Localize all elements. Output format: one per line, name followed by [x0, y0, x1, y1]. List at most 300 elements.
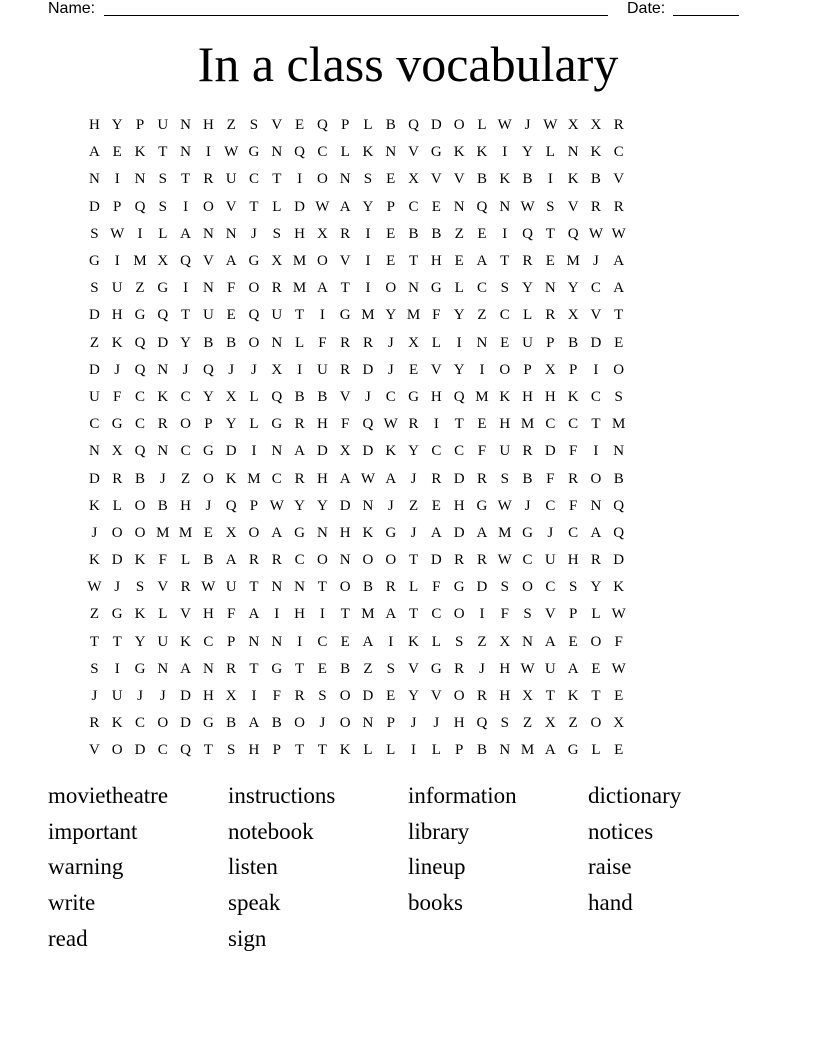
- grid-letter: W: [543, 117, 558, 134]
- grid-letter: M: [292, 253, 307, 270]
- grid-letter: B: [476, 742, 487, 759]
- grid-letter: I: [114, 253, 120, 270]
- grid-letter: W: [588, 225, 604, 242]
- grid-letter: V: [180, 606, 191, 623]
- grid-letter: O: [248, 524, 260, 541]
- grid-letter: D: [180, 688, 191, 705]
- grid-letter: P: [546, 334, 555, 351]
- grid-letter: D: [88, 470, 100, 487]
- grid-letter: O: [590, 633, 602, 650]
- word-list: [48, 780, 768, 958]
- grid-letter: G: [567, 742, 579, 759]
- grid-letter: R: [340, 225, 351, 242]
- grid-letter: V: [544, 606, 556, 623]
- grid-letter: I: [502, 144, 508, 161]
- grid-letter: Q: [453, 388, 465, 405]
- grid-letter: E: [386, 253, 396, 270]
- grid-letter: T: [158, 144, 168, 161]
- grid-letter: H: [522, 388, 533, 405]
- grid-letter: I: [547, 171, 553, 188]
- grid-letter: A: [385, 606, 397, 623]
- grid-letter: Z: [89, 606, 99, 623]
- grid-letter: P: [568, 606, 578, 623]
- grid-letter: J: [319, 715, 326, 732]
- grid-letter: L: [591, 742, 601, 759]
- grid-letter: T: [294, 307, 305, 324]
- grid-letter: E: [431, 497, 441, 514]
- grid-letter: V: [430, 361, 442, 378]
- grid-letter: X: [522, 688, 533, 705]
- grid-letter: T: [317, 579, 327, 596]
- grid-letter: K: [134, 606, 146, 623]
- grid-letter: A: [271, 524, 283, 541]
- grid-letter: D: [453, 470, 465, 487]
- grid-letter: Y: [134, 633, 146, 650]
- grid-letter: G: [248, 253, 260, 270]
- grid-letter: S: [90, 225, 99, 242]
- date-label: Date:: [627, 0, 666, 17]
- grid-letter: S: [318, 688, 327, 705]
- grid-row: [83, 629, 630, 656]
- grid-letter: V: [339, 253, 351, 270]
- grid-letter: H: [180, 497, 191, 514]
- grid-letter: C: [203, 633, 214, 650]
- grid-letter: I: [502, 225, 508, 242]
- grid-row: [83, 275, 630, 302]
- grid-letter: F: [272, 688, 281, 705]
- word-list-item: important: [48, 818, 138, 844]
- grid-letter: V: [88, 742, 100, 759]
- grid-letter: J: [228, 361, 235, 378]
- grid-letter: K: [134, 552, 146, 569]
- grid-letter: X: [225, 524, 237, 541]
- grid-letter: N: [248, 633, 260, 650]
- grid-letter: C: [317, 144, 328, 161]
- grid-letter: M: [520, 416, 535, 433]
- grid-letter: N: [134, 171, 146, 188]
- grid-letter: G: [202, 443, 214, 460]
- word-list-item: lineup: [408, 854, 466, 880]
- grid-letter: R: [545, 307, 556, 324]
- grid-letter: M: [566, 253, 580, 270]
- grid-letter: Y: [522, 280, 533, 297]
- grid-letter: L: [249, 388, 259, 405]
- grid-letter: O: [134, 524, 146, 541]
- grid-letter: Q: [294, 144, 305, 161]
- grid-letter: E: [386, 688, 396, 705]
- grid-letter: R: [362, 334, 373, 351]
- word-list-item: information: [408, 783, 517, 808]
- grid-letter: E: [431, 198, 441, 215]
- grid-letter: I: [593, 443, 599, 460]
- grid-letter: O: [590, 470, 602, 487]
- grid-letter: R: [454, 660, 465, 677]
- grid-letter: F: [432, 307, 441, 324]
- grid-letter: G: [202, 715, 214, 732]
- grid-letter: J: [387, 361, 394, 378]
- grid-letter: D: [544, 443, 556, 460]
- grid-letter: I: [365, 280, 371, 297]
- grid-letter: G: [157, 280, 169, 297]
- grid-letter: L: [386, 742, 396, 759]
- grid-letter: R: [340, 334, 351, 351]
- grid-letter: R: [271, 552, 282, 569]
- grid-letter: A: [567, 660, 579, 677]
- grid-letter: F: [227, 280, 236, 297]
- grid-letter: F: [340, 416, 350, 433]
- grid-letter: V: [225, 198, 237, 215]
- grid-letter: U: [88, 388, 100, 405]
- grid-letter: J: [433, 715, 440, 732]
- grid-letter: O: [111, 524, 123, 541]
- grid-letter: Z: [181, 470, 191, 487]
- grid-letter: O: [453, 117, 465, 134]
- grid-letter: W: [520, 660, 535, 677]
- grid-letter: V: [157, 579, 169, 596]
- grid-letter: N: [613, 443, 625, 460]
- grid-letter: A: [590, 524, 602, 541]
- grid-letter: N: [88, 443, 100, 460]
- grid-letter: H: [294, 606, 305, 623]
- grid-letter: O: [248, 334, 260, 351]
- grid-letter: W: [315, 198, 330, 215]
- grid-letter: T: [545, 688, 555, 705]
- grid-letter: R: [568, 470, 579, 487]
- grid-letter: F: [113, 388, 122, 405]
- grid-letter: J: [91, 524, 98, 541]
- grid-letter: D: [88, 198, 100, 215]
- grid-letter: C: [431, 443, 442, 460]
- grid-letter: M: [133, 253, 147, 270]
- grid-letter: N: [271, 334, 283, 351]
- grid-letter: H: [202, 606, 214, 623]
- word-list-item: speak: [228, 890, 281, 916]
- grid-letter: T: [181, 307, 191, 324]
- grid-letter: I: [365, 225, 371, 242]
- grid-letter: C: [545, 497, 556, 514]
- grid-letter: N: [408, 280, 419, 297]
- grid-letter: X: [225, 688, 237, 705]
- grid-letter: V: [590, 307, 602, 324]
- grid-letter: B: [226, 715, 237, 732]
- grid-letter: M: [247, 470, 261, 487]
- grid-letter: O: [385, 280, 397, 297]
- grid-letter: P: [135, 117, 145, 134]
- grid-letter: X: [271, 361, 283, 378]
- word-list-item: movietheatre: [48, 783, 169, 808]
- grid-letter: J: [547, 524, 554, 541]
- grid-letter: F: [227, 606, 236, 623]
- grid-letter: V: [202, 253, 214, 270]
- grid-letter: G: [522, 524, 533, 541]
- grid-letter: P: [386, 715, 395, 732]
- grid-letter: K: [362, 144, 374, 161]
- grid-letter: R: [294, 688, 305, 705]
- grid-letter: G: [271, 660, 283, 677]
- grid-letter: F: [568, 497, 578, 514]
- grid-letter: J: [205, 497, 212, 514]
- grid-letter: E: [112, 144, 122, 161]
- grid-letter: D: [316, 443, 328, 460]
- grid-letter: B: [408, 225, 419, 242]
- grid-letter: J: [137, 688, 143, 705]
- grid-letter: K: [499, 388, 511, 405]
- grid-letter: B: [157, 497, 168, 514]
- grid-letter: T: [249, 660, 259, 677]
- grid-letter: L: [408, 579, 419, 596]
- grid-letter: R: [613, 117, 624, 134]
- grid-letter: Y: [453, 307, 465, 324]
- grid-letter: N: [316, 524, 328, 541]
- grid-letter: N: [339, 171, 351, 188]
- grid-letter: Y: [225, 416, 237, 433]
- grid-letter: N: [544, 280, 556, 297]
- grid-letter: W: [497, 117, 512, 134]
- grid-letter: T: [89, 633, 99, 650]
- grid-letter: N: [499, 198, 511, 215]
- grid-letter: H: [294, 225, 305, 242]
- grid-letter: C: [317, 633, 328, 650]
- grid-letter: F: [568, 443, 578, 460]
- grid-letter: R: [476, 552, 487, 569]
- grid-letter: C: [431, 606, 442, 623]
- grid-letter: E: [226, 307, 236, 324]
- grid-letter: Q: [613, 524, 625, 541]
- grid-letter: T: [181, 171, 191, 188]
- grid-letter: S: [546, 198, 555, 215]
- grid-letter: I: [365, 253, 371, 270]
- grid-letter: E: [340, 633, 350, 650]
- grid-letter: B: [226, 334, 237, 351]
- grid-letter: P: [454, 742, 464, 759]
- word-list-item: read: [48, 925, 88, 951]
- grid-letter: Y: [408, 688, 419, 705]
- grid-letter: R: [613, 198, 624, 215]
- grid-letter: W: [497, 497, 512, 514]
- grid-letter: C: [134, 715, 145, 732]
- grid-letter: K: [567, 388, 579, 405]
- grid-letter: B: [134, 470, 145, 487]
- grid-letter: T: [500, 253, 510, 270]
- grid-letter: E: [294, 117, 305, 134]
- grid-letter: G: [385, 524, 397, 541]
- grid-letter: O: [316, 552, 328, 569]
- grid-letter: C: [157, 742, 168, 759]
- grid-letter: W: [360, 470, 376, 487]
- word-list-item: warning: [48, 854, 124, 880]
- grid-letter: O: [362, 552, 374, 569]
- grid-letter: M: [178, 524, 193, 541]
- grid-letter: E: [477, 416, 487, 433]
- grid-row: [83, 656, 630, 683]
- grid-letter: K: [88, 552, 100, 569]
- grid-letter: K: [111, 715, 123, 732]
- grid-letter: J: [524, 117, 531, 134]
- grid-letter: P: [523, 361, 532, 378]
- grid-letter: A: [180, 225, 191, 242]
- grid-letter: S: [500, 470, 509, 487]
- grid-letter: Q: [522, 225, 533, 242]
- grid-letter: H: [544, 388, 556, 405]
- grid-letter: W: [224, 144, 239, 161]
- grid-letter: D: [339, 497, 351, 514]
- grid-letter: I: [137, 225, 143, 242]
- grid-letter: Y: [408, 443, 419, 460]
- grid-letter: N: [476, 334, 488, 351]
- grid-letter: H: [453, 715, 465, 732]
- grid-letter: T: [249, 198, 259, 215]
- page-title: In a class vocabulary: [197, 36, 619, 92]
- grid-letter: N: [271, 579, 283, 596]
- grid-row: [83, 411, 630, 438]
- grid-letter: O: [180, 416, 191, 433]
- grid-letter: I: [183, 280, 189, 297]
- grid-letter: N: [362, 497, 374, 514]
- grid-letter: V: [430, 688, 442, 705]
- grid-letter: X: [316, 225, 328, 242]
- grid-row: [83, 601, 630, 628]
- grid-letter: O: [111, 742, 123, 759]
- grid-row: [83, 112, 630, 139]
- grid-letter: D: [180, 715, 191, 732]
- grid-letter: J: [479, 660, 485, 677]
- grid-letter: B: [590, 171, 601, 188]
- grid-row: [83, 710, 630, 737]
- grid-letter: N: [453, 198, 465, 215]
- grid-letter: V: [408, 660, 419, 677]
- grid-letter: S: [90, 280, 99, 297]
- grid-letter: F: [614, 633, 623, 650]
- grid-letter: R: [522, 443, 533, 460]
- grid-letter: Y: [316, 497, 328, 514]
- grid-letter: S: [614, 388, 623, 405]
- grid-letter: A: [248, 715, 260, 732]
- grid-letter: E: [614, 742, 624, 759]
- grid-letter: G: [88, 253, 100, 270]
- grid-letter: T: [340, 606, 350, 623]
- grid-letter: O: [613, 361, 625, 378]
- grid-letter: H: [430, 253, 442, 270]
- grid-letter: M: [475, 388, 489, 405]
- grid-letter: A: [544, 742, 556, 759]
- grid-letter: O: [339, 715, 351, 732]
- grid-letter: F: [546, 470, 555, 487]
- grid-letter: O: [134, 497, 146, 514]
- grid-letter: O: [157, 715, 169, 732]
- grid-letter: C: [613, 144, 624, 161]
- grid-letter: L: [363, 117, 373, 134]
- grid-letter: V: [271, 117, 283, 134]
- grid-letter: P: [249, 497, 259, 514]
- grid-letter: G: [430, 280, 442, 297]
- grid-letter: Y: [453, 361, 465, 378]
- grid-letter: Q: [134, 198, 146, 215]
- grid-letter: K: [225, 470, 237, 487]
- grid-letter: D: [134, 742, 146, 759]
- grid-letter: P: [340, 117, 350, 134]
- grid-letter: U: [522, 334, 533, 351]
- grid-letter: K: [408, 633, 419, 650]
- grid-letter: T: [408, 253, 419, 270]
- grid-letter: M: [612, 416, 626, 433]
- grid-letter: W: [269, 497, 284, 514]
- grid-letter: D: [453, 524, 465, 541]
- grid-letter: H: [248, 742, 260, 759]
- grid-letter: K: [339, 742, 351, 759]
- grid-letter: Q: [225, 497, 237, 514]
- grid-letter: A: [430, 524, 442, 541]
- grid-letter: J: [91, 688, 98, 705]
- grid-letter: V: [430, 171, 442, 188]
- grid-letter: P: [272, 742, 281, 759]
- grid-letter: H: [499, 660, 511, 677]
- grid-letter: A: [476, 253, 488, 270]
- grid-letter: A: [88, 144, 100, 161]
- grid-letter: A: [362, 633, 374, 650]
- date-blank-line: [673, 0, 739, 16]
- grid-letter: Q: [157, 307, 169, 324]
- grid-row: [83, 166, 630, 193]
- grid-letter: M: [292, 280, 307, 297]
- grid-letter: N: [590, 497, 602, 514]
- grid-letter: I: [114, 171, 120, 188]
- grid-letter: I: [479, 606, 485, 623]
- grid-letter: T: [203, 742, 213, 759]
- grid-letter: J: [159, 470, 166, 487]
- grid-letter: C: [590, 388, 601, 405]
- grid-letter: G: [134, 307, 146, 324]
- grid-letter: G: [134, 660, 146, 677]
- grid-letter: X: [271, 253, 283, 270]
- grid-letter: J: [410, 715, 417, 732]
- grid-letter: N: [362, 715, 374, 732]
- grid-letter: P: [227, 633, 236, 650]
- word-list-item: raise: [588, 854, 632, 880]
- grid-letter: X: [567, 117, 579, 134]
- grid-letter: R: [431, 470, 442, 487]
- grid-letter: L: [431, 633, 441, 650]
- grid-letter: G: [111, 606, 123, 623]
- grid-letter: H: [202, 688, 214, 705]
- grid-letter: O: [316, 171, 328, 188]
- grid-letter: N: [157, 443, 169, 460]
- grid-letter: S: [500, 715, 509, 732]
- grid-letter: A: [180, 660, 191, 677]
- grid-letter: S: [523, 606, 532, 623]
- grid-letter: R: [408, 416, 419, 433]
- grid-letter: A: [476, 524, 488, 541]
- grid-letter: Z: [477, 633, 487, 650]
- grid-letter: N: [271, 633, 283, 650]
- grid-letter: N: [157, 361, 169, 378]
- grid-letter: I: [183, 198, 189, 215]
- grid-letter: J: [159, 688, 166, 705]
- grid-letter: E: [386, 225, 396, 242]
- grid-letter: B: [522, 171, 533, 188]
- grid-letter: O: [248, 280, 260, 297]
- grid-letter: D: [225, 443, 237, 460]
- grid-letter: S: [227, 742, 236, 759]
- grid-row: [83, 302, 630, 329]
- grid-letter: X: [157, 253, 169, 270]
- grid-letter: J: [387, 497, 394, 514]
- grid-letter: X: [613, 715, 625, 732]
- grid-row: [83, 139, 630, 166]
- name-blank-line: [104, 0, 608, 16]
- grid-letter: Q: [271, 388, 283, 405]
- grid-letter: M: [498, 524, 512, 541]
- grid-letter: K: [499, 171, 511, 188]
